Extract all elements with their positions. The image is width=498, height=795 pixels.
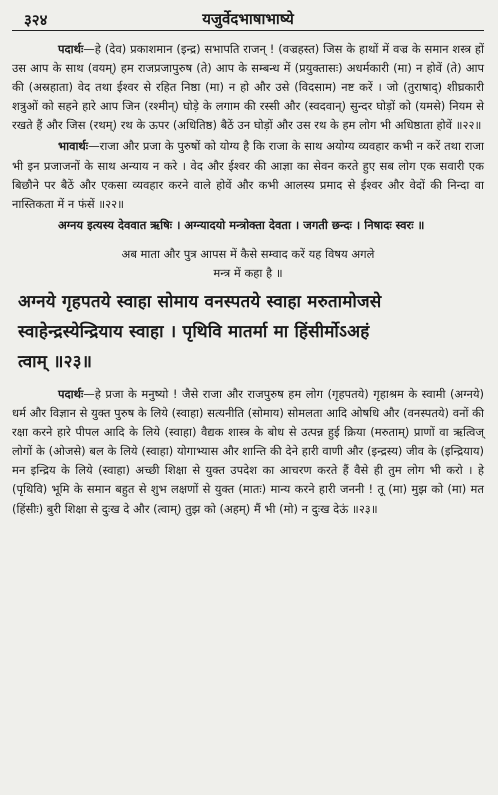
bhavartha-text: —राजा और प्रजा के पुरुषों को योग्य है कि राजा के साथ अयोग्य व्यवहार कभी न करें तथा राजा भी इन प्रजाजनों के साथ अन्याय न करे । वेद और ईश्वर की आज्ञा का सेवन करते हुए सब लोग एक सवारी एक बिछौने पर बैठें और एकसा व्यवहार करने वाले होवें और कभी आलस्य प्रमाद से ईश्वर और वेदों की निन्दा वा नास्तिकता में न फंसें ॥२२॥ (12, 139, 484, 211)
running-title: यजुर्वेदभाषाभाष्ये (202, 10, 294, 28)
padartha-label: पदार्थः (58, 42, 84, 56)
page-number: ३२४ (24, 11, 48, 29)
padartha-paragraph-23 (12, 385, 484, 519)
mantra-23: अग्नये गृहपतये स्वाहा सोमाय वनस्पतये स्वाहा मरुतामोजसे स्वाहेन्द्रस्येन्द्रियाय स्वाहा । पृथिवि मातर्मा मा हिंसीर्मोऽअहं त्वाम् ॥२३॥ (18, 291, 382, 372)
padartha-text: —हे (देव) प्रकाशमान (इन्द्र) सभापति राजन् ! (वज्रहस्त) जिस के हाथों में वज्र के समान शस्त्र हों उस आप के साथ (वयम्) हम राजप्रजापुरुष (ते) आप के सम्बन्ध में (प्रयुक्तासः) अधर्मकारी (मा) न होवें (ते) आप की (अस्रहाता) वेद तथा ईश्वर से रहित निष्ठा (मा) न हो और उसे (विदसाम) नष्ट करें । जो (तुराषाद्) शीघ्रकारी शत्रुओं को सहने हारे आप जिन (रश्मीन्) घोड़े के लगाम की रस्सी और (स्वदवान्) सुन्दर घोड़ों को (यमसे) नियम से रखते हैं और जिस (रथम्) रथ के ऊपर (अधितिष्ठ) बैठें उन घोड़ों और उस रथ के हम लोग भी अधिष्ठाता होवें ॥२२॥ (12, 42, 484, 133)
mantra-intro-line-2: मन्त्र में कहा है ॥ (213, 265, 283, 280)
padartha-text: —हे प्रजा के मनुष्यो ! जैसे राजा और राजपुरुष हम लोग (गृहपतये) गृहाश्रम के स्वामी (अग्नये) धर्म और विज्ञान से युक्त पुरुष के लिये (स्वाहा) सत्यनीति (सोमाय) सोमलता आदि ओषधि और (वनस्पतये) वनों की रक्षा करने हारे पीपल आदि के लिये (स्वाहा) वैद्यक शास्त्र के बोध से उत्पन्न हुई क्रिया (मरुताम्) प्राणों वा ऋत्विज् लोगों के (ओजसे) बल के लिये (स्वाहा) योगाभ्यास और शान्ति की देने हारी वाणी और (इन्द्रस्य) जीव के (इन्द्रियाय) मन इन्द्रिय के लिये (स्वाहा) अच्छी शिक्षा से युक्त उपदेश का आचरण करते हैं वैसे ही तुम लोग भी करो । हे (पृथिवि) भूमि के समान बहुत से शुभ लक्षणों से युक्त (मातः) मान्य करने हारी जननी ! तू (मा) मुझ को (मा) मत (हिंसीः) बुरी शिक्षा से दुःख दे और (त्वाम्) तुझ को (अहम्) मैं भी (मो) न दुःख देऊं ॥२३॥ (12, 386, 484, 516)
padartha-paragraph-22 (12, 40, 484, 135)
padartha-label: पदार्थः (58, 386, 84, 401)
mantra-intro-line-1: अब माता और पुत्र आपस में कैसे सम्वाद करें यह विषय अगले (121, 246, 375, 261)
rishi-devata-line: अग्नय इत्यस्य देववात ऋषिः । अग्न्यादयो मन्त्रोक्ता देवता । जगती छन्दः । निषादः स्वरः ॥ (58, 217, 425, 232)
bhavartha-paragraph-22 (12, 137, 484, 213)
page-header (12, 8, 484, 31)
bhavartha-label: भावार्थः (58, 139, 89, 154)
